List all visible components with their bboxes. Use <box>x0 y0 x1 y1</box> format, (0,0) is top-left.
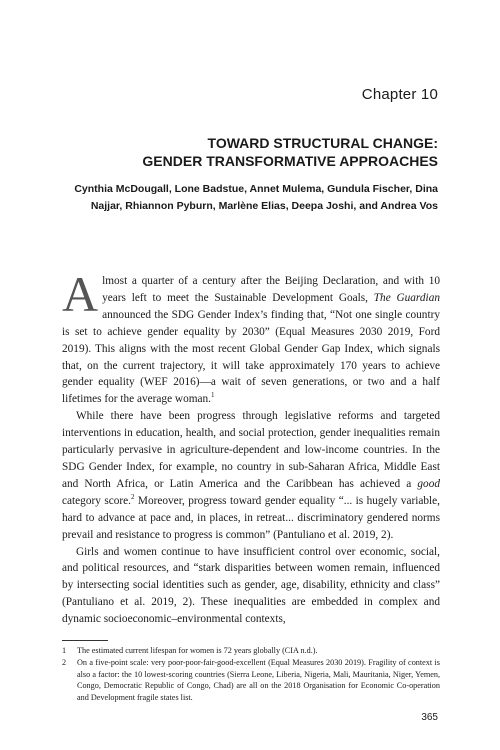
paragraph-2 <box>62 408 440 543</box>
body-text <box>62 266 440 628</box>
emphasis-good: good <box>417 477 440 490</box>
footnote-text: The estimated current lifespan for women is 72 years globally (CIA n.d.). <box>77 646 318 655</box>
chapter-title <box>58 134 438 170</box>
author-list-line-1: Cynthia McDougall, Lone Badstue, Annet Mulema, Gundula Fischer, Dina <box>74 183 438 195</box>
footnote-divider <box>62 640 108 641</box>
chapter-title-line-1: TOWARD STRUCTURAL CHANGE: <box>207 135 438 151</box>
paragraph-1-text-b: announced the SDG Gender Index’s finding that, “Not one single country is set to achieve gender equality by 2030” (Equal Measures 2030 2019, Ford 2019). This aligns with the most recent Global Gender Gap Index, which signals that, on the current trajectory, it will take approximately 170 years to achieve gender equality (WEF 2016)—a wait of seven generations, or two and a half lifetimes for the average woman. <box>62 308 440 406</box>
footnote-ref-1[interactable]: 1 <box>211 391 215 400</box>
author-list <box>58 181 438 215</box>
paragraph-2-text-c: Moreover, progress toward gender equality “... is hugely variable, hard to advance at pace and, in places, in retreat... discriminatory gendered norms prevail and resistance to progress is common” (Pantuliano et al. 2019, 2). <box>62 494 440 541</box>
author-list-line-2: Najjar, Rhiannon Pyburn, Marlène Elias, Deepa Joshi, and Andrea Vos <box>90 200 438 212</box>
paragraph-3: Girls and women continue to have insufficient control over economic, social, and political resources, and “stark disparities between women remain, influenced by intersecting social identities such as gender, age, disability, ethnicity and class” (Pantuliano et al. 2019, 2). These inequalities are embedded in complex and dynamic socioeconomic–environmental contexts, <box>62 545 440 626</box>
paragraph-2-text-b: category score. <box>62 494 131 507</box>
footnotes <box>62 645 440 704</box>
chapter-label: Chapter 10 <box>361 86 438 103</box>
chapter-title-line-2: GENDER TRANSFORMATIVE APPROACHES <box>142 153 438 169</box>
footnote-ref-2[interactable]: 2 <box>130 493 135 502</box>
footnote-2 <box>62 657 440 704</box>
footnote-number: 2 <box>62 657 67 667</box>
paragraph-1-text-a: lmost a quarter of a century after the Beijing Declaration, and with 10 years left to meet the Sustainable Development Goals, <box>102 275 440 304</box>
publication-name: The Guardian <box>373 291 440 304</box>
page-number: 365 <box>421 712 438 723</box>
paragraph-1 <box>62 266 440 408</box>
footnote-text: On a five-point scale: very poor-poor-fair-good-excellent (Equal Measures 2030 2019). Fragility of context is also a factor: the 10 lowest-scoring countries (Sierra Leone, Liberia, Nigeria, Mali, Mauritania, Niger, Yemen, Congo, Democratic Republic of Congo, Chad) are all on the 2018 Organisation for Economic Co-operation and Development fragile states list. <box>77 657 440 703</box>
paragraph-2-text-a: While there have been progress through legislative reforms and targeted interventions in education, health, and social protection, gender inequalities remain particularly pervasive in agriculture-dependent and low-income countries. In the SDG Gender Index, for example, no country in sub-Saharan Africa, Middle East and North Africa, or Latin America and the Caribbean has achieved a <box>62 410 440 490</box>
drop-cap: A <box>62 266 99 322</box>
footnote-1 <box>62 645 440 657</box>
footnote-number: 1 <box>62 646 67 655</box>
